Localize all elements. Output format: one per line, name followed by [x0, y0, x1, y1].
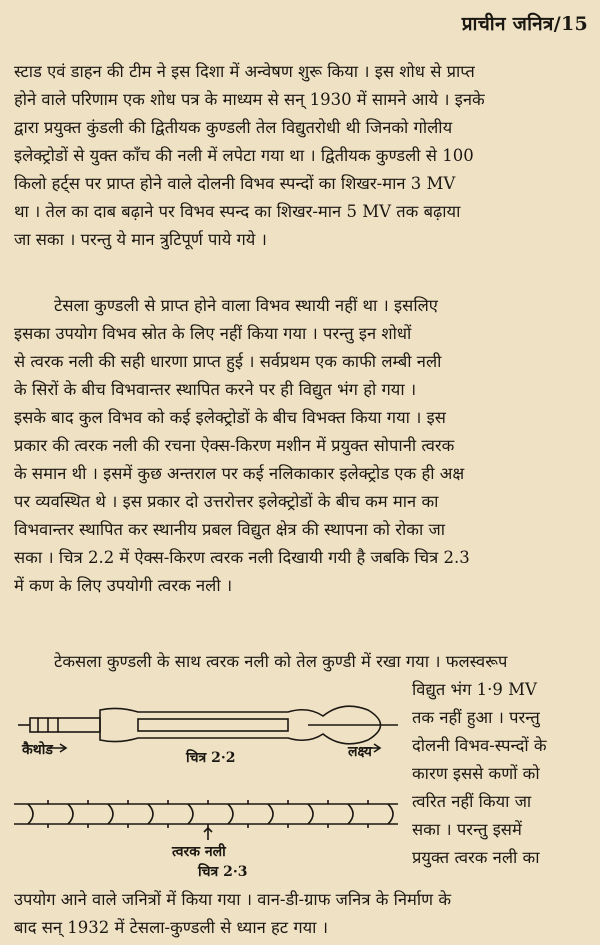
text-line: उपयोग आने वाले जनित्रों में किया गया । वान-डी-ग्राफ जनित्र के निर्माण के — [14, 890, 452, 909]
page-header: प्राचीन जनित्र/15 — [461, 13, 588, 35]
text-line: इसके बाद कुल विभव को कई इलेक्ट्रोडों के बीच विभक्त किया गया । इस — [14, 408, 446, 427]
text-line: इसका उपयोग विभव स्रोत के लिए नहीं किया गया । परन्तु इन शोधों — [14, 324, 412, 343]
paragraph-3 — [14, 648, 590, 676]
text-line: द्वारा प्रयुक्त कुंडली की द्वितीयक कुण्डली तेल विद्युतरोधी थी जिनको गोलीय — [14, 118, 453, 137]
target-label: लक्ष्य — [348, 744, 372, 760]
text-line: होने वाले परिणाम एक शोध पत्र के माध्यम से सन् 1930 में सामने आये । इनके — [14, 90, 485, 109]
paragraph-1 — [14, 58, 590, 254]
text-line: त्वरित नहीं किया जा — [412, 792, 532, 811]
text-line: टेकसला कुण्डली के साथ त्वरक नली को तेल कुण्डी में रखा गया । फलस्वरूप — [54, 652, 508, 671]
tube-label: त्वरक नली — [172, 844, 226, 860]
text-line: तक नहीं हुआ । परन्तु — [412, 708, 540, 727]
text-line: किलो हर्ट्स पर प्राप्त होने वाले दोलनी विभव स्पन्दों का शिखर-मान 3 MV — [14, 174, 456, 193]
text-line: के समान थी । इसमें कुछ अन्तराल पर कई नलिकाकार इलेक्ट्रोड एक ही अक्ष — [14, 464, 465, 483]
text-line: था । तेल का दाब बढ़ाने पर विभव स्पन्द का शिखर-मान 5 MV तक बढ़ाया — [14, 202, 461, 221]
text-line: कारण इससे कणों को — [412, 764, 540, 783]
text-line: टेसला कुण्डली से प्राप्त होने वाला विभव स्थायी नहीं था । इसलिए — [54, 296, 438, 315]
text-line: बाद सन् 1932 में टेसला-कुण्डली से ध्यान हट गया । — [14, 918, 328, 937]
text-line: दोलनी विभव-स्पन्दों के — [412, 736, 547, 755]
figure-caption: चित्र 2·3 — [198, 864, 248, 880]
text-line: पर व्यवस्थित थे । इस प्रकार दो उत्तरोत्तर इलेक्ट्रोडों के बीच कम मान का — [14, 492, 439, 511]
text-line: जा सका । परन्तु ये मान त्रुटिपूर्ण पाये गये । — [14, 230, 267, 249]
figure-2-3 — [8, 780, 408, 880]
text-line: प्रकार की त्वरक नली की रचना ऐक्स-किरण मशीन में प्रयुक्त सोपानी त्वरक — [14, 436, 455, 455]
text-line: सका । चित्र 2.2 में ऐक्स-किरण त्वरक नली दिखायी गयी है जबकि चित्र 2.3 — [14, 548, 470, 567]
figure-caption: चित्र 2·2 — [186, 750, 236, 766]
figure-2-2 — [8, 688, 408, 768]
text-line: के सिरों के बीच विभवान्तर स्थापित करने पर ही विद्युत भंग हो गया । — [14, 380, 417, 399]
paragraph-2 — [14, 292, 590, 600]
closing-paragraph — [14, 886, 590, 942]
text-line: सका । परन्तु इसमें — [412, 820, 522, 839]
cathode-label: कैथोड — [22, 742, 53, 758]
text-line: प्रयुक्त त्वरक नली का — [412, 848, 540, 867]
text-line: इलेक्ट्रोडों से युक्त काँच की नली में लपेटा गया था । द्वितीयक कुण्डली से 100 — [14, 146, 474, 165]
text-line: स्टाड एवं डाहन की टीम ने इस दिशा में अन्वेषण शुरू किया । इस शोध से प्राप्त — [14, 62, 475, 81]
text-line: विद्युत भंग 1·9 MV — [412, 680, 537, 699]
text-line: में कण के लिए उपयोगी त्वरक नली । — [14, 576, 233, 595]
side-column-text — [412, 676, 592, 872]
text-line: विभवान्तर स्थापित कर स्थानीय प्रबल विद्युत क्षेत्र की स्थापना को रोका जा — [14, 520, 445, 539]
text-line: से त्वरक नली की सही धारणा प्राप्त हुई । सर्वप्रथम एक काफी लम्बी नली — [14, 352, 442, 371]
